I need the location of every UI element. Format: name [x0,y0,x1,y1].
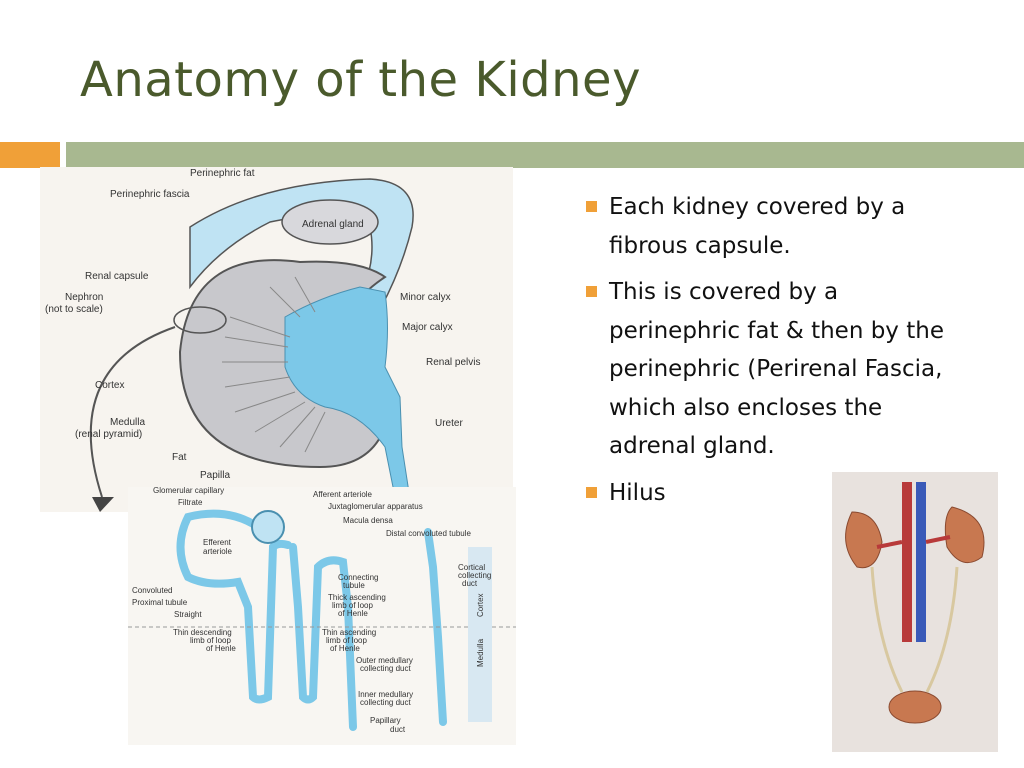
label-cortical: Cortical [458,563,486,572]
label-renal-pyramid: (renal pyramid) [75,429,143,440]
bladder-shape [889,691,941,723]
urinary-system-image [832,472,998,752]
nephron-diagram-image [128,487,516,745]
label-major-calyx: Major calyx [402,322,453,333]
label-thin-descending: Thin descending [173,628,232,637]
urinary-system-svg [832,472,998,752]
label-arteriole: arteriole [203,547,232,556]
label-minor-calyx: Minor calyx [400,292,451,303]
label-perinephric-fat: Perinephric fat [190,168,255,179]
label-cortex-side: Cortex [476,593,485,617]
label-not-to-scale: (not to scale) [45,304,103,315]
vena-cava-shape [916,482,926,642]
label-limb-of-loop-a: limb of loop [332,601,373,610]
accent-bar-green [66,142,1024,168]
bullet-text: Hilus [609,479,666,506]
label-limb-of-loop-b: limb of loop [190,636,231,645]
label-medulla-side: Medulla [476,638,485,667]
label-filtrate: Filtrate [178,498,203,507]
label-macula-densa: Macula densa [343,516,393,525]
kidney-diagram-svg [40,167,513,512]
bullet-item [584,273,974,466]
label-of-henle-a: of Henle [338,609,368,618]
label-efferent: Efferent [203,538,231,547]
bullet-text: This is covered by a perinephric fat & then by the perinephric (Perirenal Fascia, which also encloses the adrenal gland. [609,279,944,459]
label-limb-of-loop-c: limb of loop [326,636,367,645]
label-fat: Fat [172,452,187,463]
label-papillary: Papillary [370,716,401,725]
label-afferent-arteriole: Afferent arteriole [313,490,372,499]
label-thin-ascending: Thin ascending [322,628,377,637]
label-papilla: Papilla [200,470,231,481]
label-inner-medullary: Inner medullary [358,690,414,699]
label-of-henle-b: of Henle [206,644,236,653]
label-connecting: Connecting [338,573,379,582]
kidney-cross-section-image [40,167,513,512]
bullet-square-icon [586,201,597,212]
label-nephron: Nephron [65,292,104,303]
label-renal-capsule: Renal capsule [85,271,149,282]
nephron-diagram-svg [128,487,516,745]
bullet-square-icon [586,286,597,297]
bullet-item [584,188,974,265]
label-duct: duct [462,579,478,588]
label-perinephric-fascia: Perinephric fascia [110,189,190,200]
accent-bar-orange [0,142,60,168]
label-outer-medullary: Outer medullary [356,656,413,665]
label-thick-ascending: Thick ascending [328,593,386,602]
label-glomerular-capillary: Glomerular capillary [153,487,225,495]
label-tubule: tubule [343,581,365,590]
bullet-square-icon [586,487,597,498]
label-renal-pelvis: Renal pelvis [426,357,481,368]
bullet-list [584,188,974,520]
aorta-shape [902,482,912,642]
nephron-arrow-line [91,327,175,497]
label-papillary-duct: duct [390,725,406,734]
label-of-henle-c: of Henle [330,644,360,653]
label-distal-tubule: Distal convoluted tubule [386,529,471,538]
arrow-head-icon [92,497,114,512]
label-cortex: Cortex [95,380,125,391]
bullet-text: Each kidney covered by a fibrous capsule. [609,194,906,259]
label-juxtaglomerular: Juxtaglomerular apparatus [328,502,423,511]
label-collecting-duct-b: collecting duct [360,698,411,707]
label-proximal-tubule: Proximal tubule [132,598,188,607]
slide-title: Anatomy of the Kidney [80,52,641,108]
label-collecting: collecting [458,571,492,580]
glomerulus-shape [252,511,284,543]
label-collecting-duct-a: collecting duct [360,664,411,673]
label-convoluted: Convoluted [132,586,173,595]
label-medulla: Medulla [110,417,146,428]
label-straight: Straight [174,610,202,619]
label-ureter: Ureter [435,418,463,429]
label-adrenal-gland: Adrenal gland [302,219,364,230]
